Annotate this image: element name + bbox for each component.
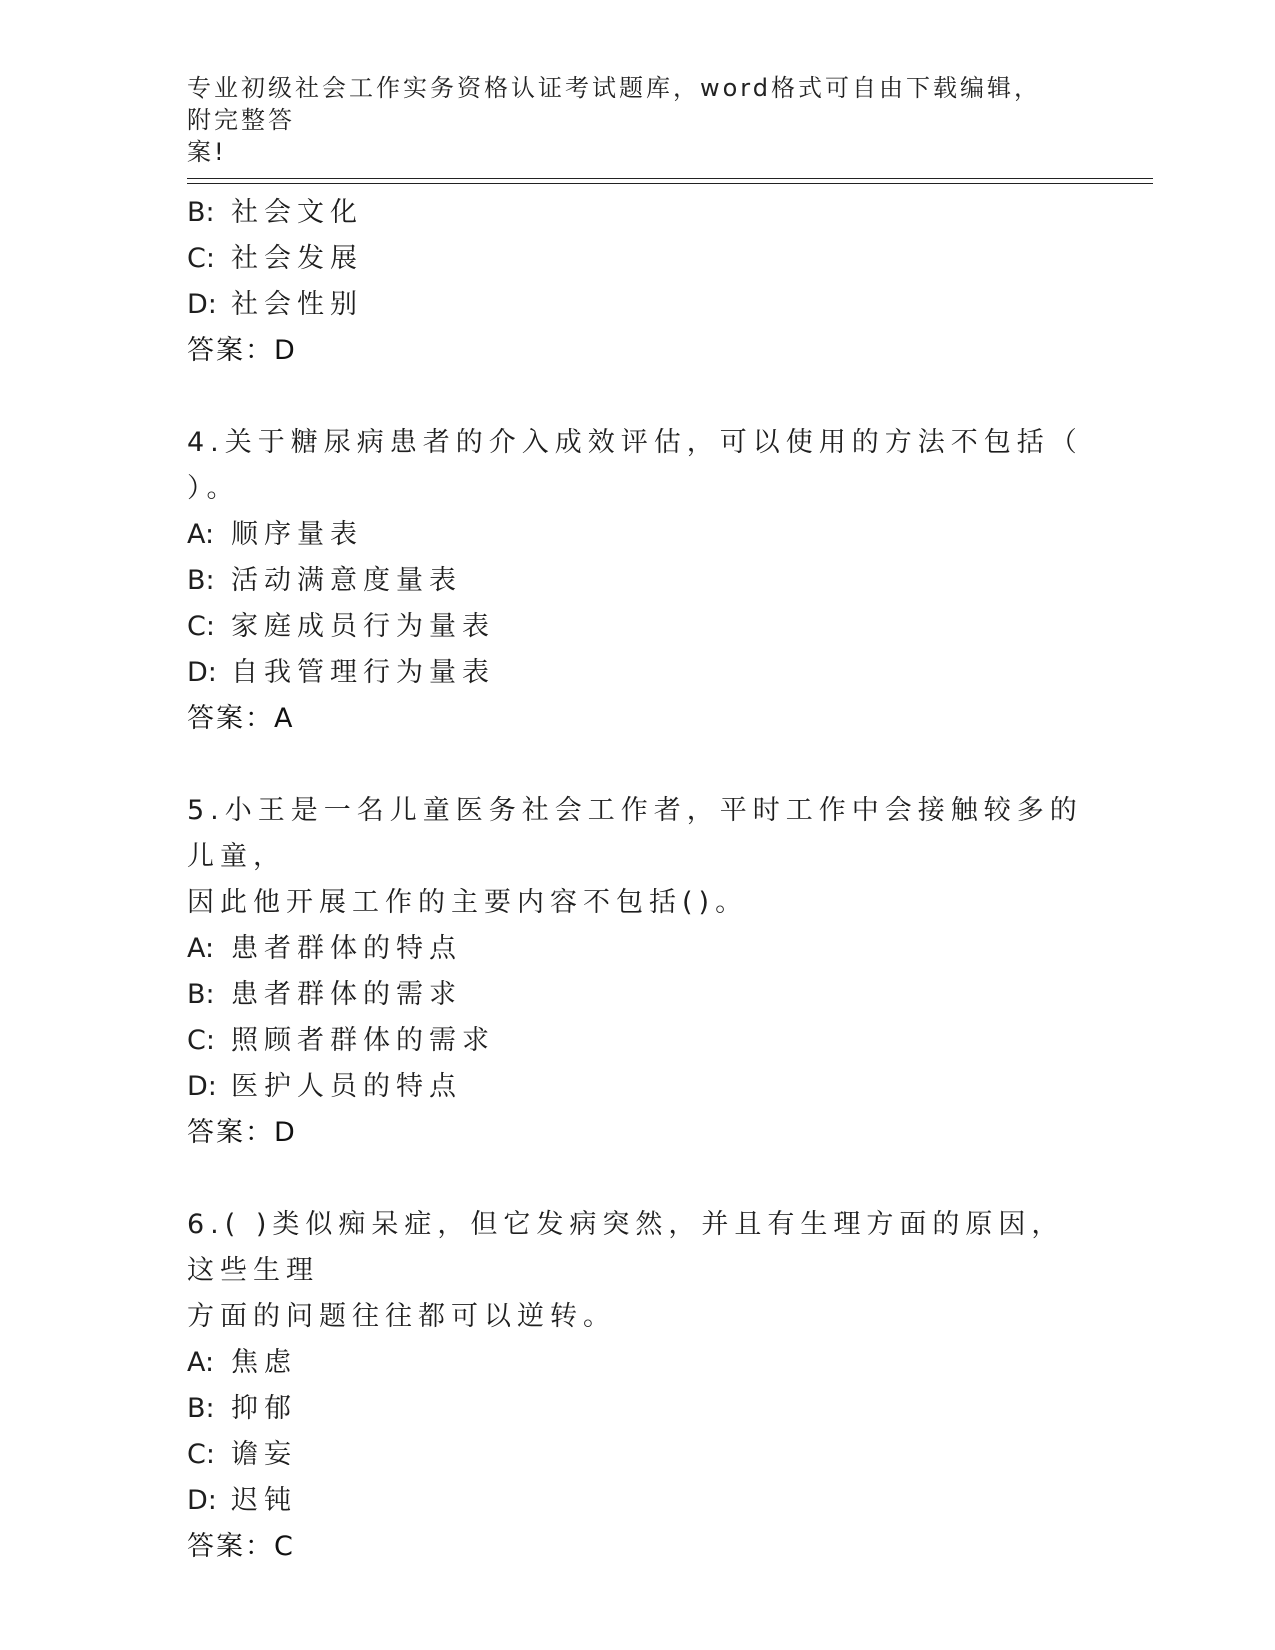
question-block [187,190,1087,374]
option-letter: B: [187,1393,215,1424]
option-text: 抑郁 [231,1393,297,1424]
header-line-2: 案! [187,138,227,166]
header-rule-top [187,178,1153,179]
option-text: 迟钝 [231,1485,297,1516]
answer-key: 答案：D [187,1117,297,1148]
option-text: 焦虑 [231,1347,297,1378]
answer-option [187,282,1087,328]
answer-option [187,190,1087,236]
option-text: 照顾者群体的需求 [231,1025,495,1056]
header-line-1: 专业初级社会工作实务资格认证考试题库，word格式可自由下载编辑，附完整答 [187,74,1041,134]
question-block [187,788,1087,1156]
question-stem [187,420,1087,512]
option-letter: C: [187,243,215,274]
answer-option [187,604,1087,650]
option-letter: B: [187,979,215,1010]
option-letter: D: [187,1071,217,1102]
option-text: 谵妄 [231,1439,297,1470]
option-text: 患者群体的需求 [231,979,462,1010]
question-stem [187,788,1087,926]
option-text: 医护人员的特点 [231,1071,462,1102]
option-letter: C: [187,611,215,642]
option-letter: B: [187,565,215,596]
answer-option [187,1478,1087,1524]
option-letter: B: [187,197,215,228]
option-letter: A: [187,933,215,964]
option-letter: A: [187,519,215,550]
header-rule-bottom [187,183,1153,184]
option-letter: C: [187,1439,215,1470]
option-letter: C: [187,1025,215,1056]
question-stem-line: 因此他开展工作的主要内容不包括()。 [187,887,749,918]
option-text: 社会发展 [231,243,363,274]
option-letter: D: [187,289,217,320]
question-block [187,1202,1087,1570]
option-letter: D: [187,1485,217,1516]
question-list [187,190,1087,1570]
question-stem-line: 6.( )类似痴呆症，但它发病突然，并且有生理方面的原因，这些生理 [187,1209,1065,1286]
answer-option [187,558,1087,604]
answer-key: 答案：C [187,1531,295,1562]
option-letter: D: [187,657,217,688]
answer-option [187,1432,1087,1478]
question-stem [187,1202,1087,1340]
question-stem-line: 4.关于糖尿病患者的介入成效评估，可以使用的方法不包括（ ）。 [187,427,1083,504]
document-header [187,72,1067,168]
option-text: 患者群体的特点 [231,933,462,964]
answer-option [187,650,1087,696]
option-text: 顺序量表 [231,519,363,550]
answer-key: 答案：A [187,703,295,734]
answer-option [187,512,1087,558]
question-stem-line: 5.小王是一名儿童医务社会工作者，平时工作中会接触较多的儿童， [187,795,1083,872]
option-text: 活动满意度量表 [231,565,462,596]
option-text: 社会性别 [231,289,363,320]
option-letter: A: [187,1347,215,1378]
answer-key: 答案：D [187,335,297,366]
question-block [187,420,1087,742]
answer-option [187,1064,1087,1110]
answer-option [187,1018,1087,1064]
answer-option [187,236,1087,282]
option-text: 自我管理行为量表 [231,657,495,688]
option-text: 家庭成员行为量表 [231,611,495,642]
question-stem-line: 方面的问题往往都可以逆转。 [187,1301,616,1332]
answer-option [187,1340,1087,1386]
answer-option [187,972,1087,1018]
answer-option [187,926,1087,972]
option-text: 社会文化 [231,197,363,228]
answer-option [187,1386,1087,1432]
